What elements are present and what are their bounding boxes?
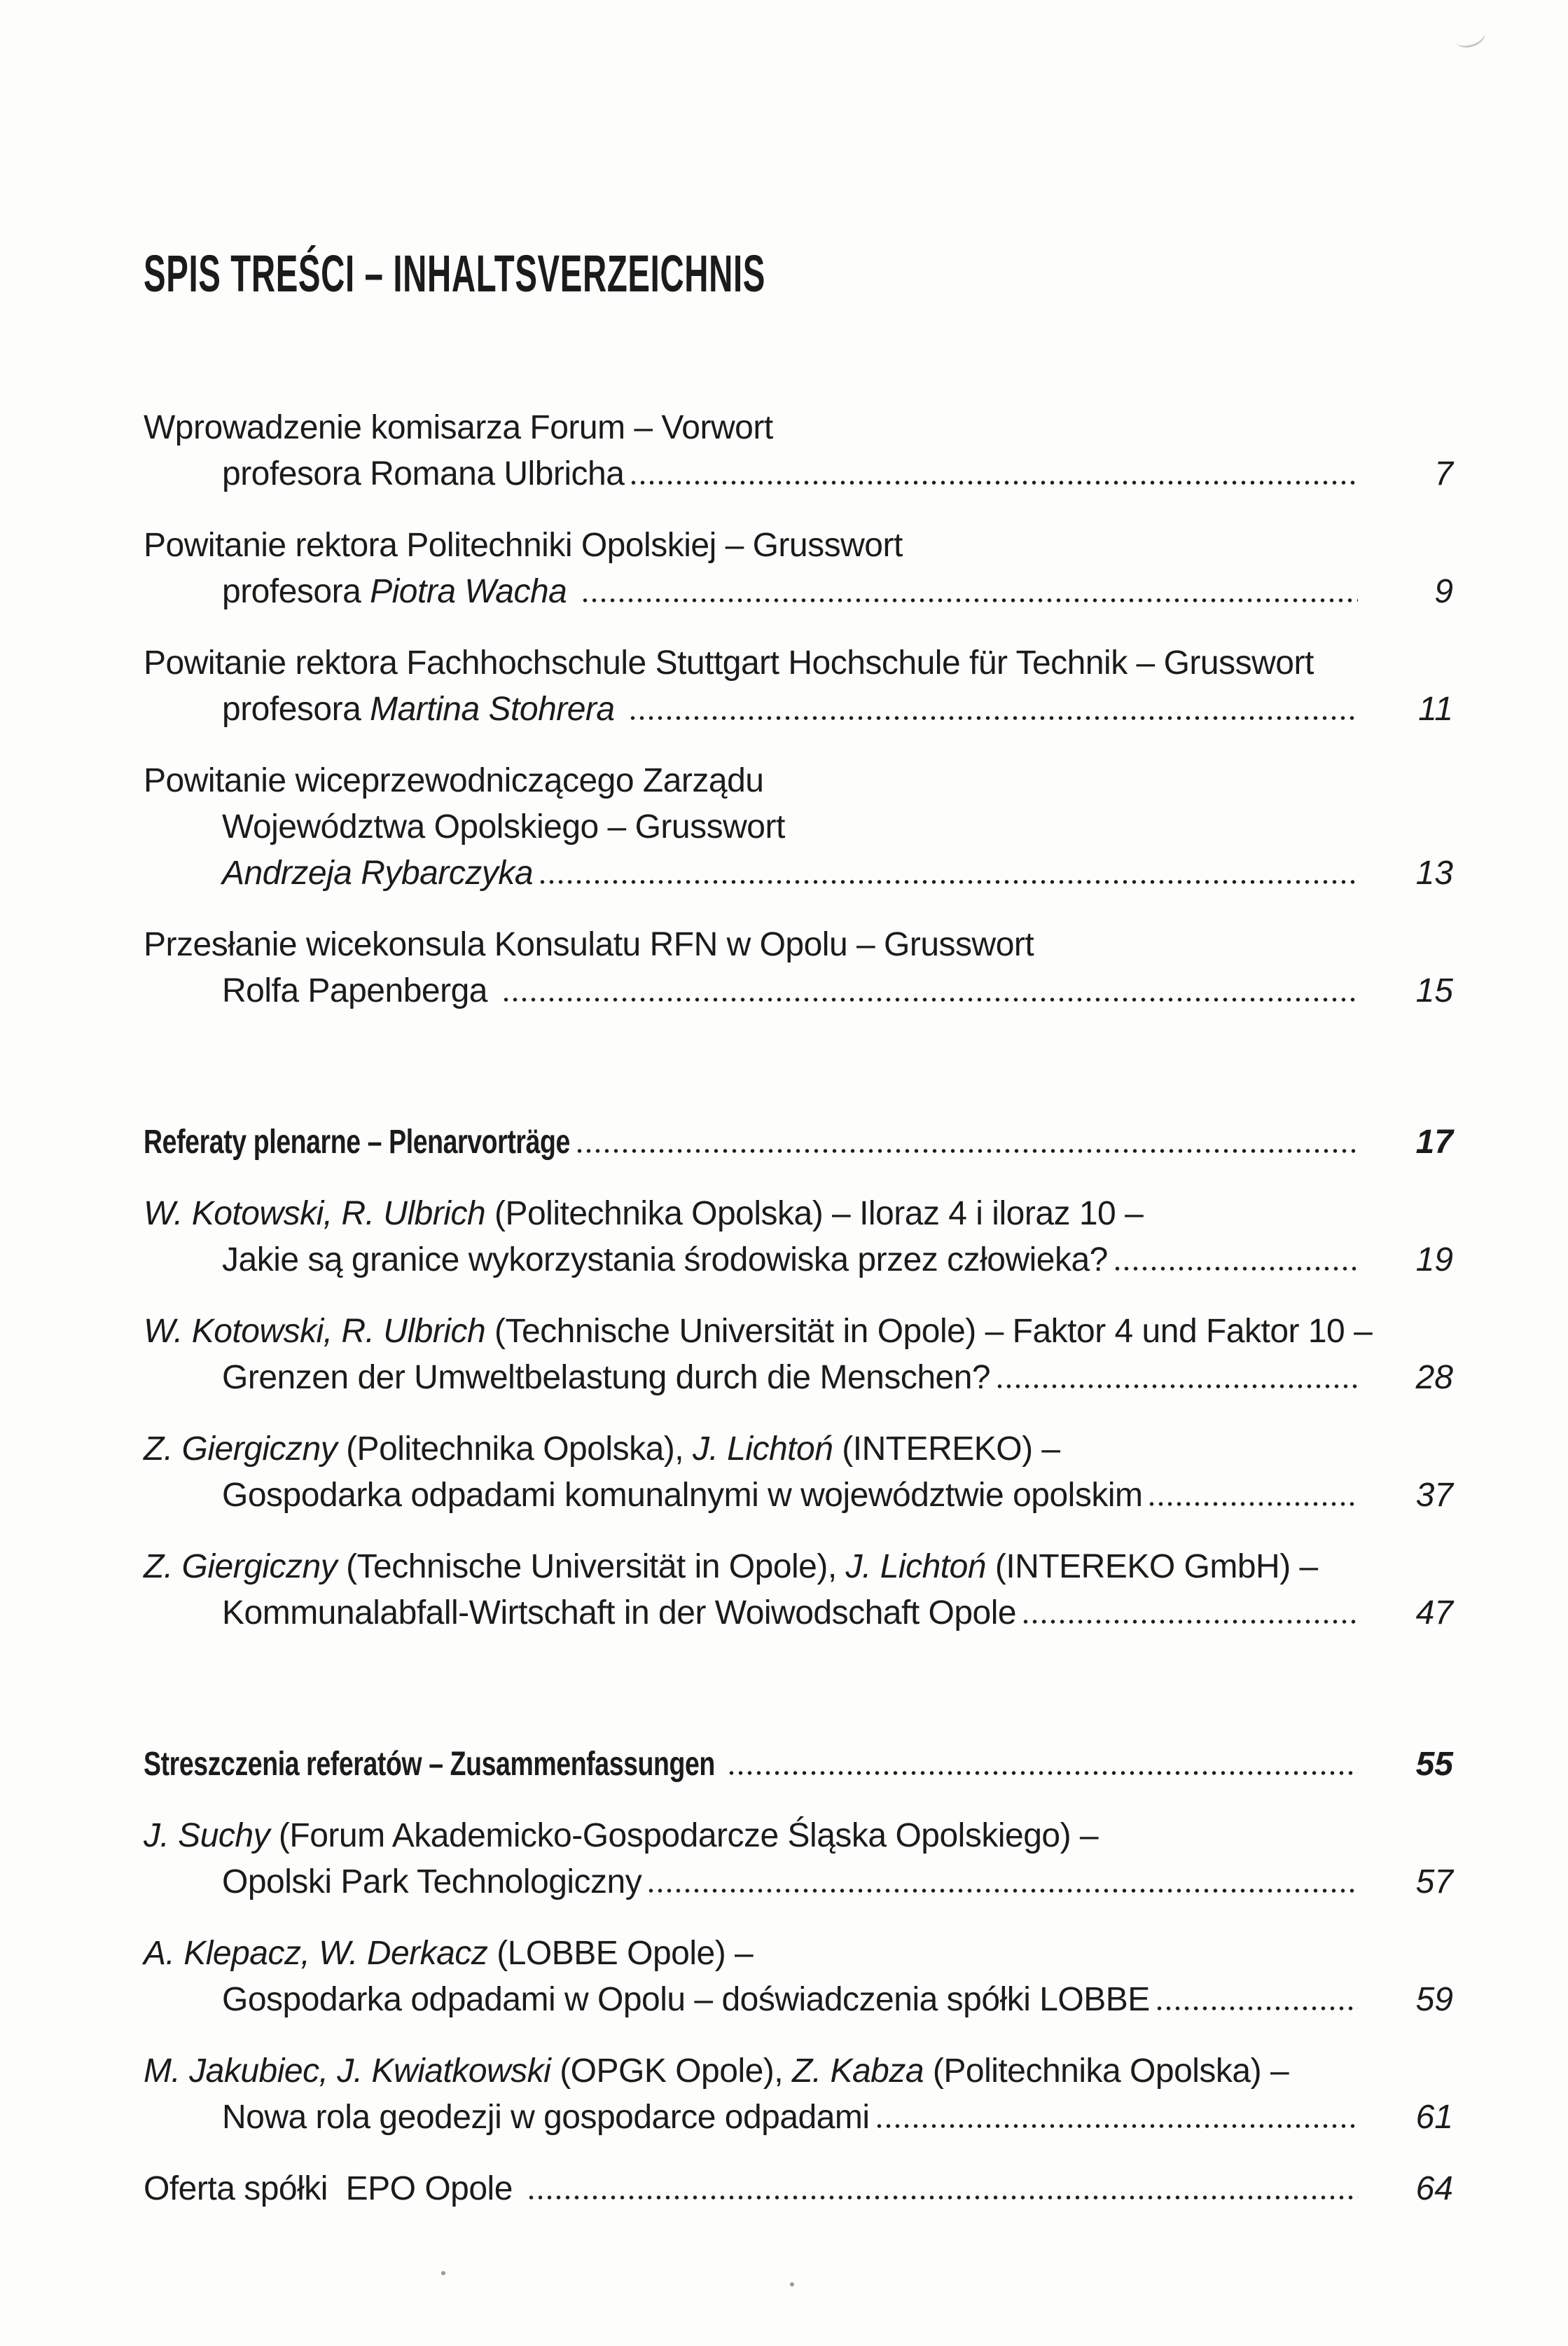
- toc-text: profesora: [222, 691, 370, 728]
- toc-line-text: [222, 1977, 1150, 2023]
- toc-line-text: [222, 1472, 1142, 1519]
- toc-line: [144, 451, 1453, 497]
- toc-entry: [144, 922, 1453, 1014]
- toc-name-italic: Z. Giergiczny: [144, 1430, 347, 1468]
- toc-text: Oferta spółki EPO Opole: [144, 2170, 522, 2207]
- toc-line-text: [144, 2166, 522, 2212]
- dot-leader: [630, 716, 1358, 720]
- dot-leader: [1023, 1620, 1358, 1624]
- page-number: 47: [1415, 1594, 1453, 1631]
- toc-text: (Politechnika Opolska) –: [932, 2052, 1289, 2090]
- dot-leader: [540, 880, 1358, 884]
- page-number: 17: [1415, 1124, 1453, 1161]
- toc-name-italic: J. Lichtoń: [692, 1430, 842, 1468]
- toc-line-text: [144, 1741, 722, 1788]
- toc-entry: [144, 1931, 1453, 2023]
- toc-entry: [144, 523, 1453, 615]
- toc-text: Gospodarka odpadami w Opolu – doświadczenia spółki LOBBE: [222, 1981, 1150, 2018]
- toc-line-text: [144, 1426, 1060, 1472]
- dot-leader: [648, 1889, 1358, 1893]
- toc-text: Jakie są granice wykorzystania środowiska przez człowieka?: [222, 1241, 1108, 1278]
- toc-text: Rolfa Papenberga: [222, 972, 497, 1009]
- toc-name-italic: J. Suchy: [144, 1817, 279, 1854]
- toc-text: Nowa rola geodezji w gospodarce odpadami: [222, 2099, 870, 2136]
- page-number: 28: [1415, 1359, 1453, 1396]
- toc-line: [144, 850, 1453, 897]
- toc-line: [144, 804, 1453, 850]
- toc-entry: [144, 1426, 1453, 1519]
- toc-entry: [144, 640, 1453, 733]
- toc-line-text: [222, 1859, 641, 1905]
- toc-text: Gospodarka odpadami komunalnymi w województwie opolskim: [222, 1477, 1143, 1514]
- toc-text: Wprowadzenie komisarza Forum – Vorwort: [144, 409, 773, 446]
- toc-line: [144, 569, 1453, 615]
- toc-line: [144, 686, 1453, 733]
- toc-line-text: [144, 1931, 753, 1977]
- toc-line-text: [222, 686, 623, 733]
- toc-name-italic: J. Lichtoń: [845, 1548, 995, 1585]
- toc-line-text: [222, 804, 785, 850]
- dot-leader: [1157, 2006, 1358, 2010]
- page-number: 9: [1434, 573, 1453, 610]
- toc-line: [144, 1472, 1453, 1519]
- toc-line-text: [144, 1544, 1318, 1590]
- toc-line-text: [144, 1309, 1372, 1355]
- page-number: 55: [1415, 1746, 1453, 1783]
- page-number: 57: [1415, 1863, 1453, 1900]
- toc-line-text: [144, 922, 1034, 968]
- toc-text: Opolski Park Technologiczny: [222, 1863, 642, 1900]
- toc-line: [144, 1191, 1453, 1237]
- toc-line: [144, 1931, 1453, 1977]
- toc-line: [144, 1309, 1453, 1355]
- toc-line: [144, 1237, 1453, 1283]
- dot-leader: [583, 598, 1358, 602]
- toc-line: [144, 405, 1453, 451]
- toc-text: Przesłanie wicekonsula Konsulatu RFN w Opolu – Grusswort: [144, 926, 1034, 963]
- toc-name-italic: M. Jakubiec, J. Kwiatkowski: [144, 2052, 560, 2090]
- page-number: 64: [1415, 2170, 1453, 2207]
- toc-line-text: [144, 2048, 1289, 2095]
- toc-section-heading: [144, 1119, 1453, 1166]
- toc-name-italic: W. Kotowski, R. Ulbrich: [144, 1195, 494, 1232]
- toc-content: [144, 244, 1453, 2237]
- toc-line: [144, 1977, 1453, 2023]
- page-number: 15: [1415, 972, 1453, 1009]
- page-number: 61: [1415, 2099, 1453, 2136]
- toc-line-text: [222, 569, 576, 615]
- toc-entry: [144, 1544, 1453, 1636]
- toc-text: Powitanie rektora Fachhochschule Stuttgart Hochschule für Technik – Grusswort: [144, 644, 1314, 682]
- toc-name-italic: A. Klepacz, W. Derkacz: [144, 1935, 497, 1972]
- toc-line: [144, 1355, 1453, 1401]
- toc-text: Streszczenia referatów – Zusammenfassungen: [144, 1746, 722, 1783]
- toc-line: [144, 1859, 1453, 1905]
- toc-line-text: [144, 405, 773, 451]
- toc-line-text: [222, 850, 533, 897]
- toc-line: [144, 758, 1453, 804]
- toc-name-italic: Andrzeja Rybarczyka: [222, 855, 534, 892]
- page-number: 13: [1415, 855, 1453, 892]
- toc-line: [144, 1741, 1453, 1788]
- dot-leader: [631, 481, 1358, 485]
- toc-name-italic: Piotra Wacha: [370, 573, 576, 610]
- page-number: 59: [1415, 1981, 1453, 2018]
- toc-text: (Politechnika Opolska) – Iloraz 4 i iloraz 10 –: [494, 1195, 1144, 1232]
- toc-name-italic: Z. Kabza: [791, 2052, 933, 2090]
- page-title: SPIS TREŚCI – INHALTSVERZEICHNIS: [144, 244, 765, 303]
- toc-line: [144, 2095, 1453, 2141]
- toc-entry: [144, 2166, 1453, 2212]
- toc-entry: [144, 2048, 1453, 2141]
- toc-entry: [144, 1191, 1453, 1283]
- toc-line-text: [144, 1119, 570, 1166]
- dot-leader: [877, 2124, 1358, 2128]
- toc-line-text: [144, 1191, 1143, 1237]
- toc-line-text: [144, 523, 903, 569]
- toc-line-text: [222, 1590, 1016, 1636]
- toc-line-text: [144, 640, 1314, 686]
- toc-line: [144, 968, 1453, 1014]
- toc-text: (LOBBE Opole) –: [497, 1935, 754, 1972]
- toc-list: [144, 405, 1453, 2212]
- toc-line-text: [222, 1355, 990, 1401]
- toc-line: [144, 640, 1453, 686]
- toc-text: (Technische Universität in Opole),: [346, 1548, 846, 1585]
- toc-line: [144, 922, 1453, 968]
- dot-leader: [729, 1771, 1358, 1775]
- toc-text: Referaty plenarne – Plenarvorträge: [144, 1124, 570, 1161]
- toc-line: [144, 1119, 1453, 1166]
- toc-line: [144, 1590, 1453, 1636]
- dot-leader: [504, 998, 1358, 1002]
- toc-line: [144, 2048, 1453, 2095]
- toc-line: [144, 2166, 1453, 2212]
- toc-line-text: [222, 968, 497, 1014]
- page-number: 11: [1418, 691, 1453, 728]
- page-number: 19: [1415, 1241, 1453, 1278]
- toc-text: Grenzen der Umweltbelastung durch die Menschen?: [222, 1359, 991, 1396]
- toc-entry: [144, 758, 1453, 897]
- toc-line-text: [144, 758, 763, 804]
- toc-text: (OPGK Opole),: [560, 2052, 792, 2090]
- toc-text: (INTEREKO GmbH) –: [994, 1548, 1318, 1585]
- toc-text: profesora: [222, 573, 370, 610]
- toc-name-italic: Martina Stohrera: [370, 691, 624, 728]
- dot-leader: [529, 2195, 1358, 2200]
- toc-text: profesora Romana Ulbricha: [222, 455, 625, 492]
- toc-section-heading: [144, 1741, 1453, 1788]
- toc-text: (INTEREKO) –: [842, 1430, 1060, 1468]
- toc-entry: [144, 1813, 1453, 1905]
- toc-name-italic: Z. Giergiczny: [144, 1548, 347, 1585]
- toc-text: (Politechnika Opolska),: [346, 1430, 693, 1468]
- toc-entry: [144, 1309, 1453, 1401]
- page-number: 7: [1434, 455, 1453, 492]
- page-number: 37: [1415, 1477, 1453, 1514]
- toc-entry: [144, 405, 1453, 497]
- toc-text: Województwa Opolskiego – Grusswort: [222, 808, 785, 846]
- dot-leader: [997, 1384, 1358, 1388]
- toc-line-text: [222, 451, 624, 497]
- dot-leader: [577, 1149, 1358, 1153]
- dot-leader: [1149, 1502, 1358, 1506]
- toc-line: [144, 1544, 1453, 1590]
- toc-text: Powitanie rektora Politechniki Opolskiej – Grusswort: [144, 527, 903, 564]
- toc-line-text: [222, 2095, 870, 2141]
- toc-line: [144, 523, 1453, 569]
- toc-text: (Forum Akademicko-Gospodarcze Śląska Opolskiego) –: [278, 1817, 1099, 1854]
- toc-text: (Technische Universität in Opole) – Faktor 4 und Faktor 10 –: [494, 1313, 1373, 1350]
- toc-text: Kommunalabfall-Wirtschaft in der Woiwodschaft Opole: [222, 1594, 1017, 1631]
- scan-artifact: [1452, 22, 1488, 51]
- toc-line-text: [222, 1237, 1108, 1283]
- toc-text: Powitanie wiceprzewodniczącego Zarządu: [144, 762, 764, 799]
- toc-line: [144, 1813, 1453, 1859]
- dot-leader: [1115, 1267, 1358, 1271]
- toc-name-italic: W. Kotowski, R. Ulbrich: [144, 1313, 494, 1350]
- scan-speck: [790, 2282, 794, 2286]
- toc-line: [144, 1426, 1453, 1472]
- toc-line-text: [144, 1813, 1098, 1859]
- scan-speck: [441, 2271, 445, 2275]
